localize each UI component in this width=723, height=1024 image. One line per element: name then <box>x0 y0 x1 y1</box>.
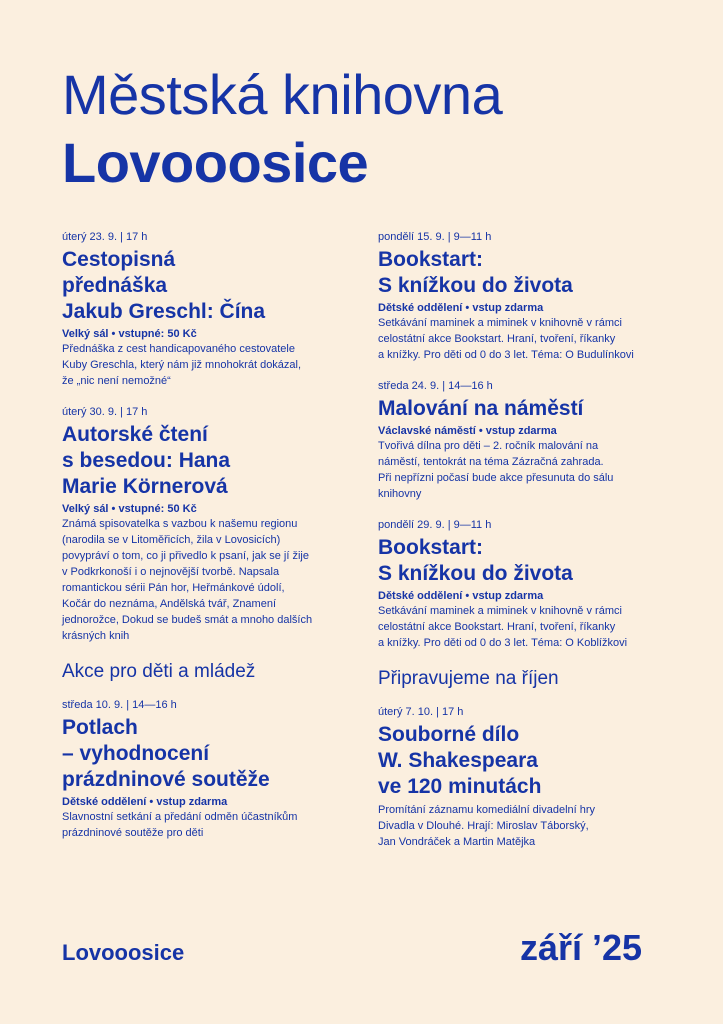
town-title: Lovooosice <box>62 131 369 194</box>
event-title: Bookstart: S knížkou do života <box>378 536 573 585</box>
event-date: pondělí 29. 9. | 9—11 h <box>378 519 492 531</box>
event-date: úterý 23. 9. | 17 h <box>62 231 148 243</box>
event-item <box>62 230 352 389</box>
section-heading-october: Připravujeme na říjen <box>378 668 559 689</box>
event-place: Velký sál • vstupné: 50 Kč <box>62 328 197 340</box>
event-description: Promítání záznamu komediální divadelní hry Divadla v Dlouhé. Hrají: Miroslav Táborský, Jan Vondráček a Martin Matějka <box>378 804 596 848</box>
event-title: Autorské čtení s besedou: Hana Marie Körnerová <box>62 423 231 498</box>
event-date: středa 10. 9. | 14—16 h <box>62 699 177 711</box>
event-place: Dětské oddělení • vstup zdarma <box>378 302 544 314</box>
event-place: Václavské náměstí • vstup zdarma <box>378 425 557 437</box>
event-date: pondělí 15. 9. | 9—11 h <box>378 231 492 243</box>
event-title: Cestopisná přednáška Jakub Greschl: Čína <box>62 248 266 323</box>
event-date: úterý 7. 10. | 17 h <box>378 706 464 718</box>
event-title: Potlach – vyhodnocení prázdninové soutěže <box>62 716 270 791</box>
event-item <box>62 405 352 644</box>
event-description: Tvořivá dílna pro děti – 2. ročník malování na náměstí, tentokrát na téma Zázračná zahrada. Při nepřízni počasí bude akce přesunuta do sálu knihovny <box>378 440 614 500</box>
event-place: Dětské oddělení • vstup zdarma <box>378 590 544 602</box>
event-item <box>378 230 678 363</box>
event-description: Setkávání maminek a miminek v knihovně v rámci celostátní akce Bookstart. Hraní, tvoření, říkanky a knížky. Pro děti od 0 do 3 let. Téma: O Budulínkovi <box>378 317 634 361</box>
event-date: úterý 30. 9. | 17 h <box>62 406 148 418</box>
footer-month: září ’25 <box>520 927 643 968</box>
event-place: Dětské oddělení • vstup zdarma <box>62 796 228 808</box>
event-title: Souborné dílo W. Shakespeara ve 120 minutách <box>378 723 542 798</box>
event-title: Bookstart: S knížkou do života <box>378 248 573 297</box>
event-description: Slavnostní setkání a předání odměn účastníkům prázdninové soutěže pro děti <box>62 811 298 839</box>
right-column <box>378 230 678 866</box>
event-title: Malování na náměstí <box>378 397 584 420</box>
event-description: Setkávání maminek a miminek v knihovně v rámci celostátní akce Bookstart. Hraní, tvoření, říkanky a knížky. Pro děti od 0 do 3 let. Téma: O Koblížkovi <box>378 605 628 649</box>
event-date: středa 24. 9. | 14—16 h <box>378 380 493 392</box>
event-item <box>62 698 352 841</box>
footer-logo: Lovooosice <box>62 940 185 965</box>
event-item <box>378 379 678 502</box>
event-item <box>378 705 678 850</box>
left-column <box>62 230 352 857</box>
section-heading-kids: Akce pro děti a mládež <box>62 661 256 682</box>
event-place: Velký sál • vstupné: 50 Kč <box>62 503 197 515</box>
library-title: Městská knihovna <box>62 63 503 126</box>
event-item <box>378 518 678 651</box>
event-description: Přednáška z cest handicapovaného cestovatele Kuby Greschla, který nám již mnohokrát dokázal, že „nic není nemožné“ <box>62 343 302 387</box>
event-description: Známá spisovatelka s vazbou k našemu regionu (narodila se v Litoměřicích, žila v Lovosicích) povypráví o tom, co ji přivedlo k psaní, jak se jí žije v Podkrkonoší i o nejnovější tvorbě. Napsala romantickou sérii Pán hor, Heřmánkové údolí, Kočár do neznáma, Andělská tvář, Znamení jednorožce, Dokud se budeš smát a mnoho dalších krásných knih <box>62 518 313 642</box>
